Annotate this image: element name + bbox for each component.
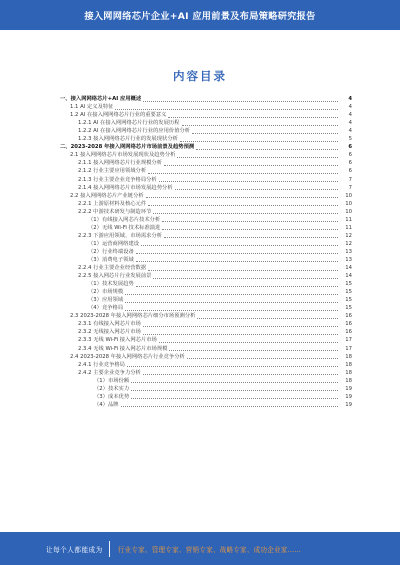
footer-intro: 让每个人都能成为	[46, 545, 103, 554]
toc-entry[interactable]	[40, 361, 352, 369]
toc-entry-text: 一、接入网网络芯片+AI 应用概述	[60, 96, 142, 103]
toc-leader-dots	[121, 405, 338, 407]
toc-entry[interactable]	[40, 353, 352, 361]
toc-entry[interactable]	[40, 216, 352, 224]
toc-leader-dots	[125, 309, 338, 311]
toc-entry[interactable]	[40, 344, 352, 352]
toc-entry-text: 2.1.1 接入网网络芯片行业规模分析	[78, 160, 163, 167]
report-header-bar	[0, 0, 400, 30]
toc-entry-page: 4	[348, 128, 352, 135]
toc-entry-page: 16	[345, 313, 352, 320]
toc-entry[interactable]	[40, 256, 352, 264]
toc-entry-page: 14	[345, 265, 352, 272]
toc-entry[interactable]	[40, 296, 352, 304]
toc-entry[interactable]	[40, 95, 352, 103]
toc-entry[interactable]	[40, 200, 352, 208]
toc-entry-page: 4	[348, 96, 352, 103]
toc-entry-page: 16	[345, 321, 352, 328]
toc-entry-text: 1.2 AI 在接入网网络芯片行业的重要意义	[70, 112, 167, 119]
toc-entry-page: 11	[345, 224, 352, 231]
toc-entry[interactable]	[40, 224, 352, 232]
toc-entry[interactable]	[40, 135, 352, 143]
toc-entry-page: 10	[345, 192, 352, 199]
toc-entry-page: 16	[345, 329, 352, 336]
toc-leader-dots	[143, 373, 338, 375]
toc-entry[interactable]	[40, 151, 352, 159]
toc-leader-dots	[164, 164, 338, 166]
toc-leader-dots	[180, 140, 338, 142]
toc-entry-text: 2.1.2 行业主要应用领域分析	[78, 168, 147, 175]
toc-leader-dots	[131, 397, 338, 399]
toc-leader-dots	[143, 333, 338, 335]
toc-leader-dots	[159, 180, 338, 182]
toc-entry[interactable]	[40, 393, 352, 401]
toc-leader-dots	[153, 277, 338, 279]
toc-entry[interactable]	[40, 184, 352, 192]
toc-leader-dots	[148, 269, 338, 271]
toc-entry-page: 12	[345, 232, 352, 239]
toc-entry[interactable]	[40, 385, 352, 393]
toc-entry-page: 5	[348, 136, 352, 143]
toc-entry[interactable]	[40, 159, 352, 167]
toc-entry-page: 6	[348, 168, 352, 175]
toc-entry-text: （2）技术实力	[94, 385, 130, 392]
toc-entry-text: 1.2.3 接入网网络芯片行业的发展现状分析	[78, 136, 178, 143]
toc-leader-dots	[187, 357, 338, 359]
toc-entry-text: 1.2.2 AI 在接入网网络芯片行业的应用价值分析	[78, 128, 191, 135]
toc-entry[interactable]	[40, 320, 352, 328]
toc-entry-text: 1.1 AI 定义及特征	[70, 104, 114, 111]
toc-entry-page: 4	[348, 112, 352, 119]
toc-entry-text: 2.2.4 行业主要企业经营数据	[78, 265, 147, 272]
toc-entry-page: 15	[345, 289, 352, 296]
toc-entry-page: 4	[348, 120, 352, 127]
toc-entry[interactable]	[40, 248, 352, 256]
toc-leader-dots	[192, 132, 338, 134]
toc-leader-dots	[115, 108, 338, 110]
toc-entry-text: （2）市场规模	[88, 289, 124, 296]
toc-entry-page: 14	[345, 273, 352, 280]
toc-entry-text: 2.3.1 有线接入网芯片市场	[78, 321, 141, 328]
toc-entry-text: 2.1 接入网网络芯片市场发展现状及趋势分析	[70, 152, 176, 159]
toc-entry-text: 2.1.3 行业主要企业竞争格局分析	[78, 176, 157, 183]
toc-leader-dots	[162, 220, 338, 222]
toc-leader-dots	[131, 389, 338, 391]
toc-entry[interactable]	[40, 232, 352, 240]
toc-entry-page: 7	[348, 176, 352, 183]
toc-entry-text: （1）有线接入网芯片技术分析	[88, 216, 161, 223]
toc-leader-dots	[197, 317, 338, 319]
toc-entry-page: 17	[345, 345, 352, 352]
toc-entry[interactable]	[40, 119, 352, 127]
toc-entry[interactable]	[40, 175, 352, 183]
footer-bar	[0, 532, 400, 565]
toc-entry[interactable]	[40, 369, 352, 377]
toc-entry-text: 2.3 2023-2028 年接入网网络芯片细分市场预测分析	[70, 313, 196, 320]
toc-leader-dots	[168, 116, 338, 118]
toc-entry-text: 2.2.2 中游技术研发与制造环节	[78, 208, 152, 215]
toc-entry-text: 2.4.1 行业竞争格局	[78, 361, 125, 368]
toc-entry-text: 2.2.3 下游应用领域、市场需求分析	[78, 232, 163, 239]
toc-entry-text: 2.3.3 无线 Wi-Fi 接入网芯片市场	[78, 337, 157, 344]
toc-entry-page: 6	[348, 160, 352, 167]
toc-leader-dots	[146, 196, 338, 198]
toc-entry-page: 17	[345, 337, 352, 344]
toc-entry-page: 6	[348, 144, 352, 151]
toc-entry[interactable]	[40, 167, 352, 175]
toc-entry-text: 2.2.1 上游原材料及核心元件	[78, 200, 147, 207]
toc-entry-page: 11	[345, 216, 352, 223]
toc-leader-dots	[125, 301, 338, 303]
toc-entry-text: 二、2023-2028 年接入网网络芯片市场前景及趋势预测	[60, 144, 195, 151]
toc-entry-page: 19	[345, 385, 352, 392]
toc-entry-text: 2.3.4 无线 Wi-Fi 接入网芯片市场规模	[78, 345, 168, 352]
toc-entry-text: 2.1.4 接入网网络芯片市场发展趋势分析	[78, 184, 173, 191]
toc-leader-dots	[136, 285, 338, 287]
toc-entry-text: 1.2.1 AI 在接入网网络芯片行业的发展历程	[78, 120, 180, 127]
toc-leader-dots	[127, 365, 338, 367]
toc-entry-page: 19	[345, 393, 352, 400]
toc-entry[interactable]	[40, 377, 352, 385]
toc-entry-page: 7	[348, 184, 352, 191]
toc-entry-page: 19	[345, 401, 352, 408]
toc-entry-page: 18	[345, 369, 352, 376]
toc-leader-dots	[169, 349, 338, 351]
toc-entry-text: （2）行业终端设备	[88, 248, 134, 255]
toc-entry-page: 13	[345, 248, 352, 255]
toc-entry-page: 12	[345, 240, 352, 247]
toc-entry-page: 6	[348, 152, 352, 159]
toc-entry[interactable]	[40, 312, 352, 320]
toc-entry-text: （1）技术发展趋势	[88, 281, 134, 288]
toc-leader-dots	[143, 325, 338, 327]
toc-entry[interactable]	[40, 208, 352, 216]
toc-entry-text: 2.4.2 主要企业竞争力分析	[78, 369, 141, 376]
toc-entry[interactable]	[40, 336, 352, 344]
toc-entry-text: （3）成本优势	[94, 393, 130, 400]
table-of-contents	[40, 95, 352, 409]
toc-entry[interactable]	[40, 240, 352, 248]
toc-entry-text: 2.2.5 接入网芯片行业发展前景	[78, 273, 152, 280]
toc-entry-page: 13	[345, 256, 352, 263]
toc-entry-page: 18	[345, 353, 352, 360]
footer-divider	[109, 541, 110, 557]
footer-subtitle: 行业专家、管理专家、营销专家、战略专家、成功企业家……	[117, 545, 302, 554]
toc-entry-text: （4）品牌	[94, 401, 119, 408]
toc-entry-page: 18	[345, 361, 352, 368]
toc-entry[interactable]	[40, 304, 352, 312]
toc-entry-page: 15	[345, 281, 352, 288]
report-title: 接入网网络芯片企业+AI 应用前景及布局策略研究报告	[84, 11, 316, 22]
toc-entry[interactable]	[40, 143, 352, 151]
toc-leader-dots	[148, 172, 338, 174]
toc-entry-page: 4	[348, 104, 352, 111]
toc-entry[interactable]	[40, 401, 352, 409]
toc-leader-dots	[131, 381, 338, 383]
toc-leader-dots	[196, 148, 338, 150]
toc-entry[interactable]	[40, 127, 352, 135]
toc-entry[interactable]	[40, 111, 352, 119]
toc-entry[interactable]	[40, 288, 352, 296]
toc-entry-text: 2.2 接入网网络芯片产业链分析	[70, 192, 144, 199]
toc-heading: 内容目录	[173, 69, 227, 83]
toc-entry[interactable]	[40, 264, 352, 272]
toc-leader-dots	[143, 100, 338, 102]
toc-entry[interactable]	[40, 103, 352, 111]
toc-entry-page: 15	[345, 305, 352, 312]
toc-entry-text: （4）竞争格局	[88, 305, 124, 312]
toc-leader-dots	[153, 212, 338, 214]
toc-entry[interactable]	[40, 328, 352, 336]
toc-leader-dots	[164, 236, 338, 238]
toc-leader-dots	[136, 252, 338, 254]
toc-leader-dots	[148, 204, 338, 206]
toc-leader-dots	[182, 124, 339, 126]
toc-entry-page: 10	[345, 208, 352, 215]
toc-leader-dots	[162, 228, 338, 230]
toc-entry-text: 2.3.2 无线接入网芯片市场	[78, 329, 141, 336]
toc-leader-dots	[175, 188, 338, 190]
toc-leader-dots	[177, 156, 338, 158]
toc-entry-text: （1）运营商网络建设	[88, 240, 140, 247]
toc-entry-text: （3）应用领域	[88, 297, 124, 304]
toc-entry[interactable]	[40, 280, 352, 288]
toc-leader-dots	[136, 260, 338, 262]
toc-leader-dots	[159, 341, 338, 343]
toc-entry-page: 10	[345, 200, 352, 207]
toc-entry-page: 18	[345, 377, 352, 384]
toc-leader-dots	[141, 244, 338, 246]
toc-leader-dots	[125, 293, 338, 295]
toc-entry-text: （2）无线 Wi-Fi 技术标准演进	[88, 224, 161, 231]
toc-entry-text: （1）市场份额	[94, 377, 130, 384]
toc-entry-text: 2.4 2023-2028 年接入网网络芯片行业竞争分析	[70, 353, 185, 360]
toc-entry-page: 15	[345, 297, 352, 304]
toc-entry-text: （3）消费电子领域	[88, 256, 134, 263]
toc-entry[interactable]	[40, 192, 352, 200]
toc-entry[interactable]	[40, 272, 352, 280]
